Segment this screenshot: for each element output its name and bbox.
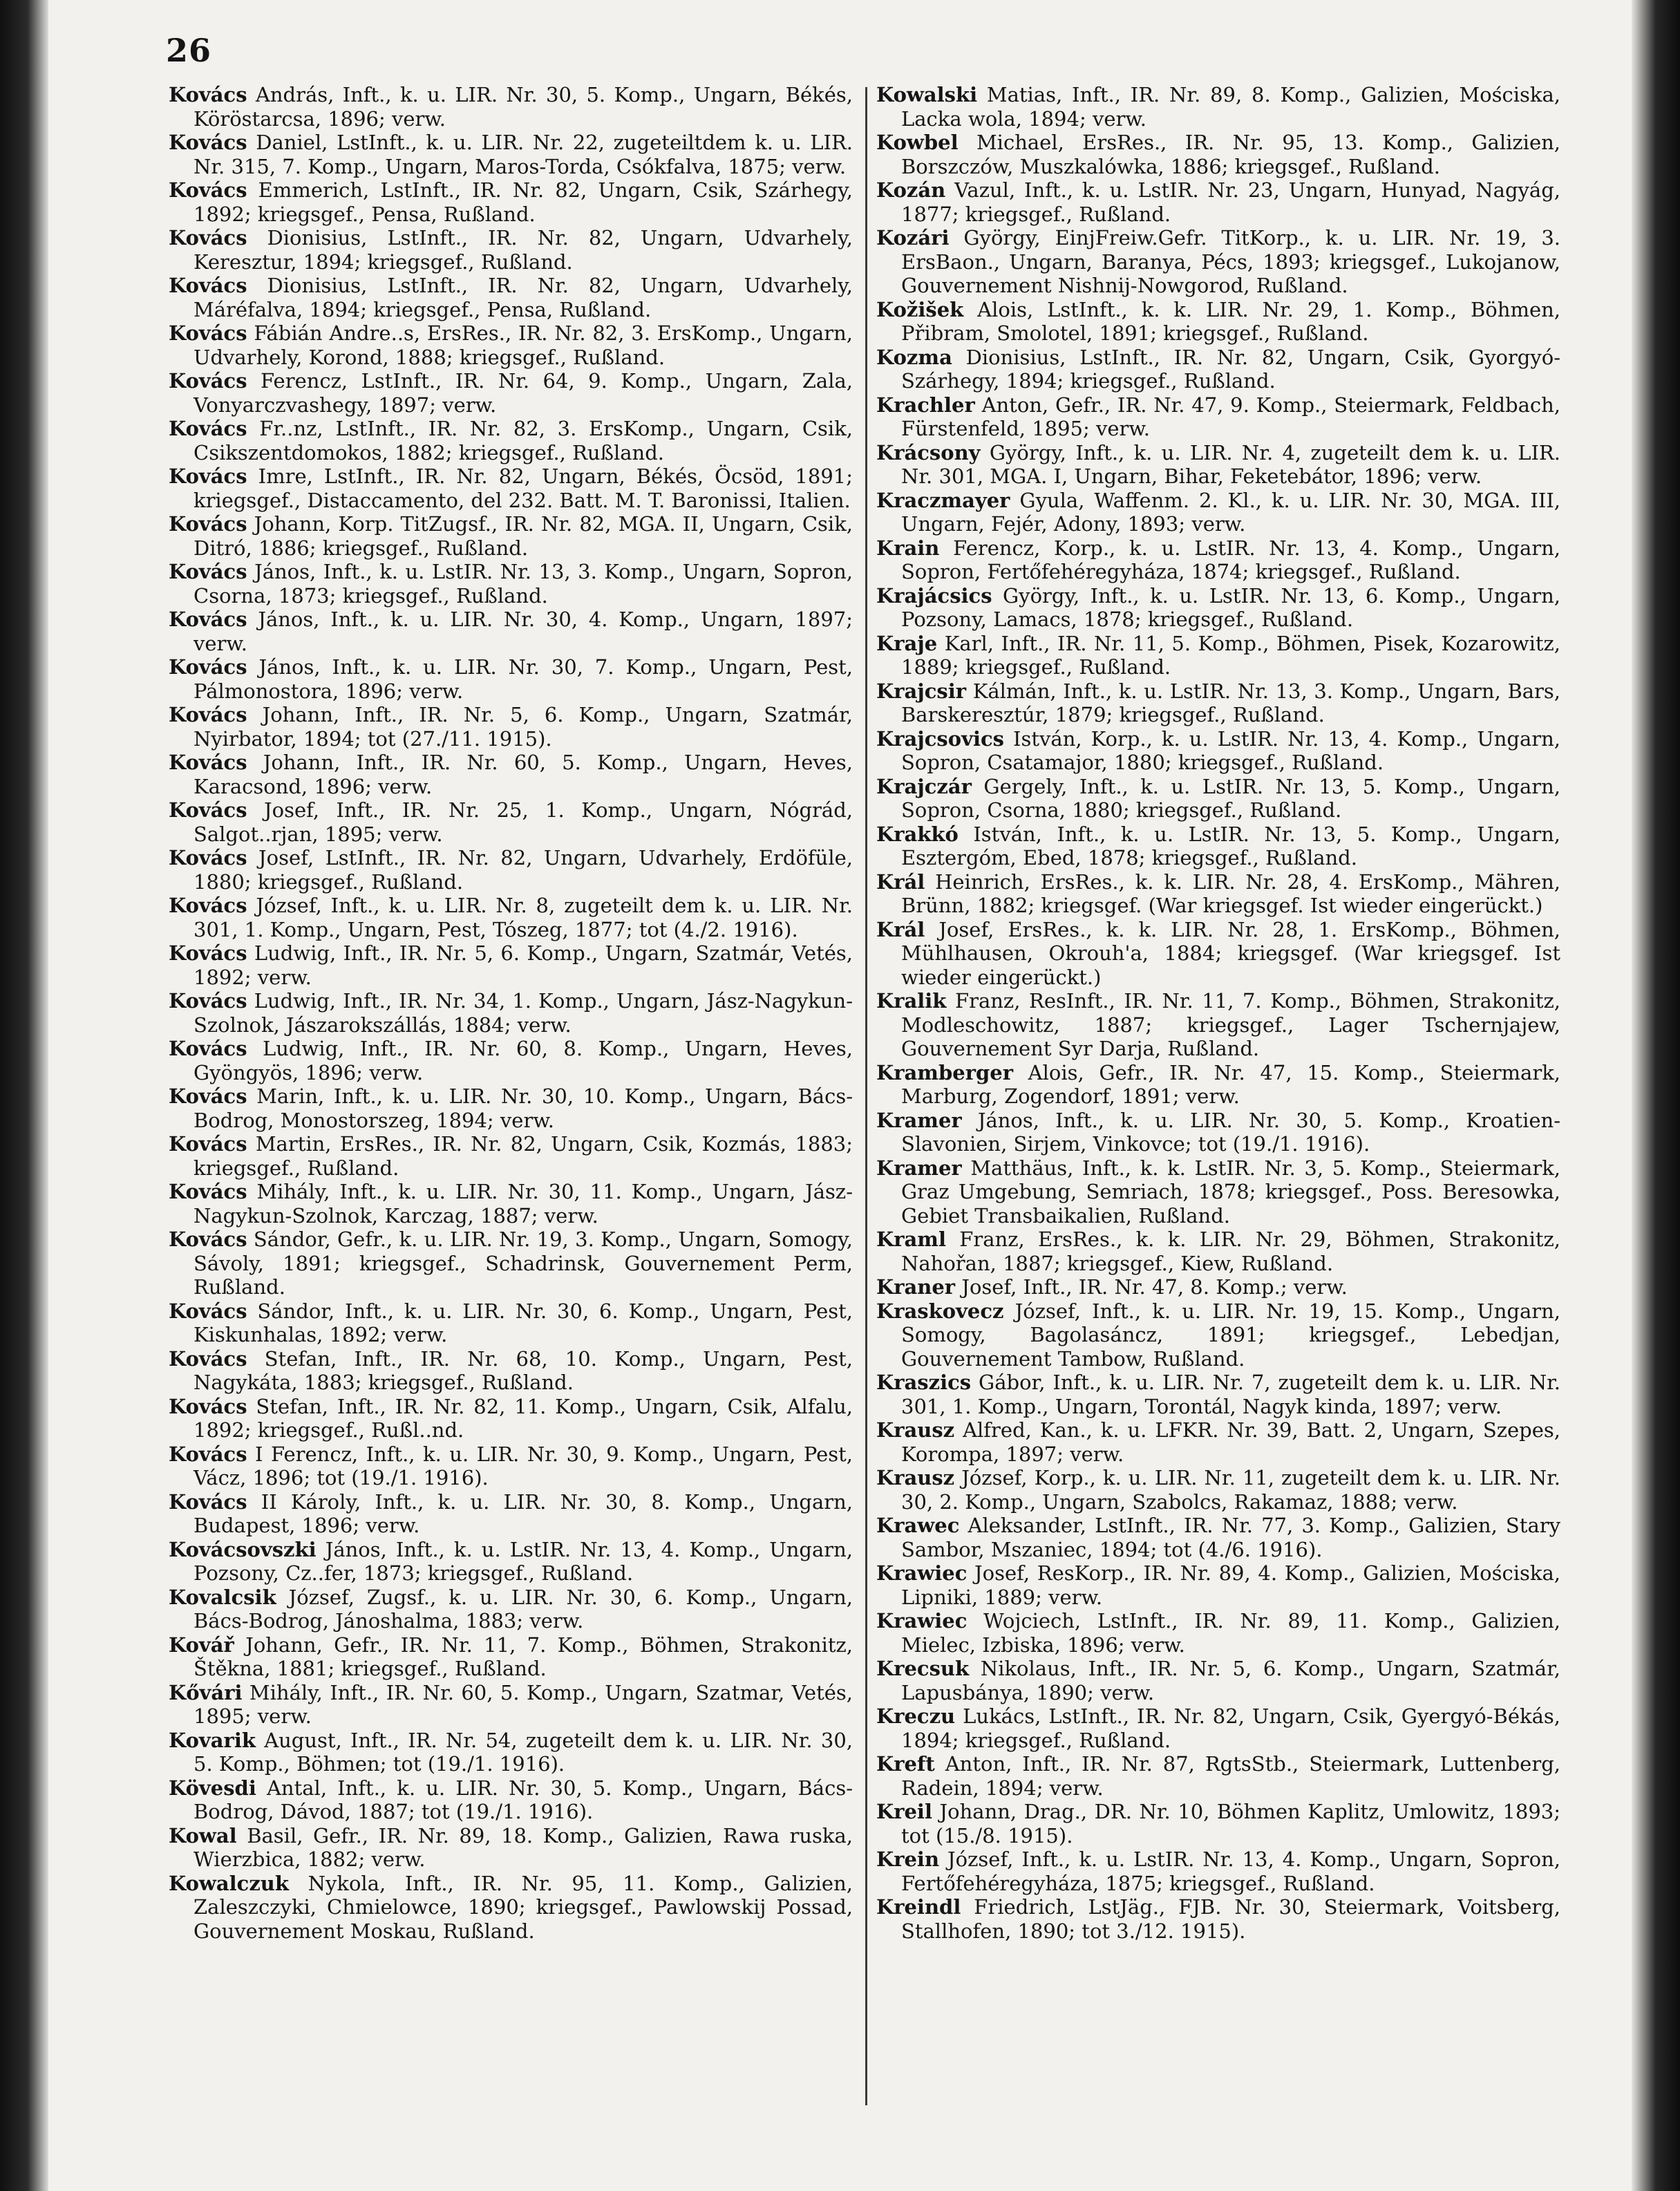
casualty-entry: [876, 679, 1560, 727]
entry-surname: Kreindl: [876, 1895, 961, 1919]
entry-details: I Ferencz, Inft., k. u. LIR. Nr. 30, 9. Komp., Ungarn, Pest, Vácz, 1896; tot (19./1. 1916).: [194, 1442, 853, 1489]
entry-surname: Kramberger: [876, 1060, 1013, 1084]
entry-details: Johann, Inft., IR. Nr. 5, 6. Komp., Ungarn, Szatmár, Nyirbator, 1894; tot (27./11. 1915).: [194, 703, 853, 751]
entry-details: Stefan, Inft., IR. Nr. 82, 11. Komp., Ungarn, Csik, Alfalu, 1892; kriegsgef., Rußl..nd.: [194, 1394, 853, 1442]
entry-details: Franz, ErsRes., k. k. LIR. Nr. 29, Böhmen, Strakonitz, Nahořan, 1887; kriegsgef., Kiew, Rußland.: [901, 1228, 1560, 1275]
entry-details: Michael, ErsRes., IR. Nr. 95, 13. Komp., Galizien, Borszczów, Muszkalówka, 1886; kriegsgef., Rußland.: [901, 131, 1560, 178]
entry-surname: Kralik: [876, 989, 947, 1013]
entry-details: Josef, ErsRes., k. k. LIR. Nr. 28, 1. ErsKomp., Böhmen, Mühlhausen, Okrouh'a, 1884; kriegsgef. (War kriegsgef. Ist wieder eingerückt.): [901, 917, 1560, 989]
entry-surname: Kovács: [169, 560, 247, 583]
entry-details: Gergely, Inft., k. u. LstIR. Nr. 13, 5. Komp., Ungarn, Sopron, Csorna, 1880; kriegsgef., Rußland.: [901, 774, 1560, 822]
entry-details: Dionisius, LstInft., IR. Nr. 82, Ungarn, Udvarhely, Máréfalva, 1894; kriegsgef., Pensa, Rußland.: [194, 274, 853, 321]
casualty-entry: [169, 369, 853, 417]
casualty-entry: [169, 1347, 853, 1395]
entry-surname: Kovács: [169, 369, 247, 393]
casualty-entry: [169, 1299, 853, 1347]
entry-surname: Kövesdi: [169, 1776, 256, 1800]
entry-surname: Kovács: [169, 894, 247, 917]
entry-details: Dionisius, LstInft., IR. Nr. 82, Ungarn, Udvarhely, Keresztur, 1894; kriegsgef., Rußland.: [194, 226, 853, 274]
casualty-entry: [876, 822, 1560, 870]
casualty-entry: [169, 226, 853, 274]
casualty-entry: [169, 1037, 853, 1084]
entry-details: Ludwig, Inft., IR. Nr. 34, 1. Komp., Ungarn, Jász-Nagykun-Szolnok, Jászarokszállás, 1884; verw.: [194, 989, 853, 1037]
casualty-entry: [876, 298, 1560, 346]
casualty-entry: [169, 1586, 853, 1633]
casualty-entry: [876, 1299, 1560, 1371]
entry-surname: Kovács: [169, 703, 247, 726]
entry-details: Johann, Drag., DR. Nr. 10, Böhmen Kaplitz, Umlowitz, 1893; tot (15./8. 1915).: [901, 1800, 1560, 1847]
casualty-entry: [876, 584, 1560, 632]
right-column: [876, 83, 1560, 1943]
page-number: 26: [166, 32, 212, 69]
entry-surname: Krachler: [876, 393, 975, 417]
entry-surname: Kowbel: [876, 131, 959, 154]
entry-surname: Kovács: [169, 989, 247, 1013]
entry-details: Ludwig, Inft., IR. Nr. 60, 8. Komp., Ungarn, Heves, Gyöngyös, 1896; verw.: [194, 1037, 853, 1084]
casualty-entry: [876, 178, 1560, 226]
entry-details: János, Inft., k. u. LstIR. Nr. 13, 3. Komp., Ungarn, Sopron, Csorna, 1873; kriegsgef., Rußland.: [194, 560, 853, 608]
casualty-entry: [169, 655, 853, 703]
entry-surname: Krausz: [876, 1466, 955, 1489]
entry-details: Dionisius, LstInft., IR. Nr. 82, Ungarn, Csik, Gyorgyó-Szárhegy, 1894; kriegsgef., Rußland.: [901, 345, 1561, 393]
entry-surname: Kreil: [876, 1800, 932, 1823]
entry-surname: Kowal: [169, 1823, 237, 1847]
entry-surname: Kovács: [169, 1346, 247, 1371]
entry-surname: Kovács: [169, 83, 247, 106]
entry-surname: Krawec: [876, 1514, 960, 1537]
casualty-entry: [169, 417, 853, 464]
entry-details: Nikolaus, Inft., IR. Nr. 5, 6. Komp., Ungarn, Szatmár, Lapusbánya, 1890; verw.: [901, 1657, 1560, 1704]
casualty-entry: [876, 1752, 1560, 1800]
casualty-entry: [876, 1466, 1560, 1514]
casualty-entry: [169, 894, 853, 941]
entry-surname: Krajczár: [876, 774, 972, 798]
casualty-entry: [169, 703, 853, 751]
entry-details: Franz, ResInft., IR. Nr. 11, 7. Komp., Böhmen, Strakonitz, Modleschowitz, 1887; kriegsgef., Lager Tschernjajew, Gouvernement Syr Darja, Rußland.: [901, 989, 1561, 1060]
entry-details: Johann, Gefr., IR. Nr. 11, 7. Komp., Böhmen, Strakonitz, Štěkna, 1881; kriegsgef., Rußland.: [194, 1633, 853, 1680]
entry-surname: Kraszics: [876, 1371, 972, 1394]
entry-surname: Kovács: [169, 178, 247, 202]
entry-details: Aleksander, LstInft., IR. Nr. 77, 3. Komp., Galizien, Stary Sambor, Mszaniec, 1894; tot (4./6. 1916).: [901, 1514, 1560, 1561]
casualty-entry: [169, 274, 853, 321]
entry-surname: Kraner: [876, 1275, 956, 1299]
entry-details: II Károly, Inft., k. u. LIR. Nr. 30, 8. Komp., Ungarn, Budapest, 1896; verw.: [194, 1489, 853, 1537]
entry-surname: Kovács: [169, 1180, 247, 1203]
entry-details: Ferencz, LstInft., IR. Nr. 64, 9. Komp., Ungarn, Zala, Vonyarczvashegy, 1897; verw.: [194, 369, 853, 417]
casualty-entry: [169, 989, 853, 1037]
entry-details: Lukács, LstInft., IR. Nr. 82, Ungarn, Csik, Gyergyó-Békás, 1894; kriegsgef., Rußland.: [901, 1704, 1560, 1752]
casualty-entry: [876, 83, 1560, 131]
casualty-entry: [876, 489, 1560, 536]
entry-details: Nykola, Inft., IR. Nr. 95, 11. Komp., Galizien, Zaleszczyki, Chmielowce, 1890; kriegsgef., Pawlowskij Possad, Gouvernement Moskau, Rußland.: [194, 1871, 853, 1943]
entry-details: Ludwig, Inft., IR. Nr. 5, 6. Komp., Ungarn, Szatmár, Vetés, 1892; verw.: [194, 941, 853, 989]
entry-details: Johann, Inft., IR. Nr. 60, 5. Komp., Ungarn, Heves, Karacsond, 1896; verw.: [194, 751, 853, 798]
entry-details: Karl, Inft., IR. Nr. 11, 5. Komp., Böhmen, Pisek, Kozarowitz, 1889; kriegsgef., Rußland.: [901, 631, 1560, 679]
entry-surname: Krain: [876, 536, 940, 560]
entry-details: August, Inft., IR. Nr. 54, zugeteilt dem k. u. LIR. Nr. 30, 5. Komp., Böhmen; tot (19./1. 1916).: [194, 1728, 853, 1776]
casualty-entry: [169, 1084, 853, 1132]
entry-details: György, Inft., k. u. LstIR. Nr. 13, 6. Komp., Ungarn, Pozsony, Lamacs, 1878; kriegsgef., Rußland.: [901, 583, 1560, 631]
casualty-entry: [169, 1490, 853, 1538]
entry-surname: Kovács: [169, 464, 247, 488]
casualty-entry: [876, 918, 1560, 990]
entry-details: Kálmán, Inft., k. u. LstIR. Nr. 13, 3. Komp., Ungarn, Bars, Barskeresztúr, 1879; kriegsgef., Rußland.: [901, 679, 1561, 726]
entry-details: Martin, ErsRes., IR. Nr. 82, Ungarn, Csik, Kozmás, 1883; kriegsgef., Rußland.: [194, 1132, 853, 1180]
entry-surname: Kovács: [169, 274, 247, 297]
entry-details: István, Korp., k. u. LstIR. Nr. 13, 4. Komp., Ungarn, Sopron, Csatamajor, 1880; kriegsgef., Rußland.: [901, 726, 1561, 774]
casualty-entry: [169, 1729, 853, 1776]
entry-details: Antal, Inft., k. u. LIR. Nr. 30, 5. Komp., Ungarn, Bács-Bodrog, Dávod, 1887; tot (19./1. 1916).: [194, 1776, 853, 1823]
entry-surname: Kowalczuk: [169, 1871, 289, 1895]
entry-surname: Kovács: [169, 417, 247, 440]
casualty-entry: [876, 1561, 1560, 1609]
entry-details: Matias, Inft., IR. Nr. 89, 8. Komp., Galizien, Mościska, Lacka wola, 1894; verw.: [901, 83, 1560, 131]
casualty-entry: [169, 798, 853, 846]
entry-details: József, Korp., k. u. LIR. Nr. 11, zugeteilt dem k. u. LIR. Nr. 30, 2. Komp., Ungarn, Szabolcs, Rakamaz, 1888; verw.: [901, 1466, 1560, 1514]
entry-surname: Kraczmayer: [876, 488, 1010, 512]
entry-surname: Kovács: [169, 321, 247, 345]
entry-details: János, Inft., k. u. LIR. Nr. 30, 5. Komp., Kroatien-Slavonien, Sirjem, Vinkovce; tot (19./1. 1916).: [901, 1108, 1561, 1156]
entry-surname: Kovács: [169, 1489, 247, 1514]
casualty-entry: [876, 870, 1560, 918]
entry-surname: Kovács: [169, 1228, 247, 1251]
entry-surname: Kozári: [876, 226, 950, 250]
entry-details: Basil, Gefr., IR. Nr. 89, 18. Komp., Galizien, Rawa ruska, Wierzbica, 1882; verw.: [194, 1823, 853, 1871]
casualty-entry: [876, 226, 1560, 298]
entry-details: János, Inft., k. u. LstIR. Nr. 13, 4. Komp., Ungarn, Pozsony, Cz..fer, 1873; kriegsgef., Rußland.: [194, 1537, 853, 1585]
entry-details: György, Inft., k. u. LIR. Nr. 4, zugeteilt dem k. u. LIR. Nr. 301, MGA. I, Ungarn, Bihar, Feketebátor, 1896; verw.: [901, 440, 1560, 488]
entry-details: Anton, Inft., IR. Nr. 87, RgtsStb., Steiermark, Luttenberg, Radein, 1894; verw.: [901, 1752, 1560, 1800]
entry-details: János, Inft., k. u. LIR. Nr. 30, 7. Komp., Ungarn, Pest, Pálmonostora, 1896; verw.: [194, 655, 853, 703]
entry-surname: Krácsony: [876, 440, 981, 464]
casualty-entry: [169, 1681, 853, 1729]
casualty-entry: [169, 178, 853, 226]
entry-surname: Kovács: [169, 226, 247, 250]
entry-surname: Krein: [876, 1847, 940, 1871]
entry-details: Johann, Korp. TitZugsf., IR. Nr. 82, MGA. II, Ungarn, Csik, Ditró, 1886; kriegsgef., Rußland.: [194, 512, 853, 560]
casualty-entry: [876, 989, 1560, 1061]
entry-surname: Kovács: [169, 1299, 247, 1323]
casualty-entry: [169, 608, 853, 655]
entry-details: Sándor, Inft., k. u. LIR. Nr. 30, 6. Komp., Ungarn, Pest, Kiskunhalas, 1892; verw.: [194, 1299, 853, 1346]
casualty-entry: [876, 1061, 1560, 1109]
entry-details: Josef, ResKorp., IR. Nr. 89, 4. Komp., Galizien, Mościska, Lipniki, 1889; verw.: [901, 1561, 1561, 1609]
casualty-entry: [169, 1538, 853, 1586]
entry-details: Imre, LstInft., IR. Nr. 82, Ungarn, Békés, Öcsöd, 1891; kriegsgef., Distaccamento, del 232. Batt. M. T. Baronissi, Italien.: [194, 464, 853, 512]
casualty-entry: [876, 1657, 1560, 1704]
entry-surname: Kovács: [169, 1442, 247, 1466]
entry-details: Stefan, Inft., IR. Nr. 68, 10. Komp., Ungarn, Pest, Nagykáta, 1883; kriegsgef., Rußland.: [194, 1346, 853, 1394]
entry-details: Daniel, LstInft., k. u. LIR. Nr. 22, zugeteiltdem k. u. LIR. Nr. 315, 7. Komp., Ungarn, Maros-Torda, Csókfalva, 1875; verw.: [194, 131, 853, 178]
entry-surname: Kovácsovszki: [169, 1537, 317, 1561]
casualty-entry: [876, 1418, 1560, 1466]
column-divider: [865, 87, 867, 2105]
entry-details: György, EinjFreiw.Gefr. TitKorp., k. u. LIR. Nr. 19, 3. ErsBaon., Ungarn, Baranya, Pécs, 1893; kriegsgef., Lukojanow, Gouvernement Nishnij-Nowgorod, Rußland.: [901, 226, 1561, 297]
entry-surname: Kowalski: [876, 83, 978, 106]
entry-details: Ferencz, Korp., k. u. LstIR. Nr. 13, 4. Komp., Ungarn, Sopron, Fertőfehéregyháza, 1874; kriegsgef., Rußland.: [901, 536, 1560, 583]
entry-surname: Kovács: [169, 941, 247, 965]
entry-surname: Kovács: [169, 608, 247, 631]
casualty-entry: [169, 1442, 853, 1490]
casualty-entry: [169, 1180, 853, 1228]
casualty-entry: [169, 321, 853, 369]
casualty-entry: [876, 1609, 1560, 1657]
entry-surname: Krajácsics: [876, 583, 992, 608]
casualty-entry: [169, 83, 853, 131]
entry-surname: Kovács: [169, 1084, 247, 1108]
entry-surname: Kožišek: [876, 297, 964, 321]
casualty-entry: [169, 512, 853, 560]
entry-surname: Král: [876, 917, 925, 941]
entry-details: Josef, Inft., IR. Nr. 47, 8. Komp.; verw.: [961, 1275, 1348, 1299]
entry-surname: Kovács: [169, 512, 247, 536]
entry-details: Anton, Gefr., IR. Nr. 47, 9. Komp., Steiermark, Feldbach, Fürstenfeld, 1895; verw.: [901, 393, 1561, 440]
entry-details: András, Inft., k. u. LIR. Nr. 30, 5. Komp., Ungarn, Békés, Köröstarcsa, 1896; verw.: [194, 83, 853, 131]
entry-details: Gábor, Inft., k. u. LIR. Nr. 7, zugeteilt dem k. u. LIR. Nr. 301, 1. Komp., Ungarn, Torontál, Nagyk kinda, 1897; verw.: [901, 1371, 1560, 1418]
entry-details: Alois, LstInft., k. k. LIR. Nr. 29, 1. Komp., Böhmen, Přibram, Smolotel, 1891; kriegsgef., Rußland.: [901, 297, 1561, 345]
entry-surname: Kovalcsik: [169, 1585, 276, 1609]
casualty-entry: [169, 1633, 853, 1681]
entry-surname: Kovács: [169, 846, 247, 869]
entry-details: József, Zugsf., k. u. LIR. Nr. 30, 6. Komp., Ungarn, Bács-Bodrog, Jánoshalma, 1883; verw.: [194, 1585, 853, 1633]
casualty-entry: [876, 1156, 1560, 1228]
casualty-entry: [169, 1824, 853, 1872]
entry-surname: Kovács: [169, 1394, 247, 1418]
entry-details: Emmerich, LstInft., IR. Nr. 82, Ungarn, Csik, Szárhegy, 1892; kriegsgef., Pensa, Rußland.: [194, 178, 853, 226]
entry-surname: Kreczu: [876, 1704, 956, 1728]
entry-details: Friedrich, LstJäg., FJB. Nr. 30, Steiermark, Voitsberg, Stallhofen, 1890; tot 3./12. 1915).: [901, 1895, 1560, 1943]
entry-surname: Kraskovecz: [876, 1299, 1004, 1323]
entry-details: József, Inft., k. u. LIR. Nr. 19, 15. Komp., Ungarn, Somogy, Bagolasáncz, 1891; kriegsgef., Lebedjan, Gouvernement Tambow, Rußland.: [901, 1299, 1560, 1371]
entry-details: Mihály, Inft., k. u. LIR. Nr. 30, 11. Komp., Ungarn, Jász-Nagykun-Szolnok, Karczag, 1887; verw.: [194, 1180, 853, 1228]
scan-edge-left: [0, 0, 48, 2191]
entry-surname: Kovář: [169, 1633, 234, 1657]
entry-surname: Krecsuk: [876, 1657, 970, 1680]
entry-details: Matthäus, Inft., k. k. LstIR. Nr. 3, 5. Komp., Steiermark, Graz Umgebung, Semriach, 1878; kriegsgef., Poss. Beresowka, Gebiet Transbaikalien, Rußland.: [901, 1156, 1560, 1228]
entry-surname: Krajcsir: [876, 679, 967, 703]
casualty-entry: [876, 536, 1560, 584]
casualty-entry: [876, 1895, 1560, 1943]
casualty-entry: [169, 1132, 853, 1180]
entry-surname: Kraml: [876, 1228, 946, 1251]
casualty-entry: [876, 346, 1560, 393]
casualty-entry: [876, 1800, 1560, 1847]
entry-details: József, Inft., k. u. LIR. Nr. 8, zugeteilt dem k. u. LIR. Nr. 301, 1. Komp., Ungarn, Pest, Tószeg, 1877; tot (4./2. 1916).: [194, 894, 853, 941]
entry-details: Gyula, Waffenm. 2. Kl., k. u. LIR. Nr. 30, MGA. III, Ungarn, Fejér, Adony, 1893; verw.: [901, 488, 1561, 536]
left-column: [169, 83, 853, 1943]
entry-details: Fr..nz, LstInft., IR. Nr. 82, 3. ErsKomp., Ungarn, Csik, Csikszentdomokos, 1882; kriegsgef., Rußland.: [194, 417, 853, 464]
casualty-entry: [169, 941, 853, 989]
entry-surname: Kramer: [876, 1108, 962, 1132]
scan-edge-right: [1632, 0, 1680, 2191]
casualty-entry: [876, 1275, 1560, 1299]
casualty-entry: [169, 1872, 853, 1944]
entry-details: Mihály, Inft., IR. Nr. 60, 5. Komp., Ungarn, Szatmar, Vetés, 1895; verw.: [194, 1680, 853, 1728]
entry-details: Alois, Gefr., IR. Nr. 47, 15. Komp., Steiermark, Marburg, Zogendorf, 1891; verw.: [901, 1060, 1560, 1108]
casualty-entry: [876, 1847, 1560, 1895]
casualty-entry: [169, 846, 853, 894]
casualty-entry: [169, 1228, 853, 1299]
entry-details: Fábián Andre..s, ErsRes., IR. Nr. 82, 3. ErsKomp., Ungarn, Udvarhely, Korond, 1888; kriegsgef., Rußland.: [194, 321, 853, 369]
entry-details: István, Inft., k. u. LstIR. Nr. 13, 5. Komp., Ungarn, Esztergóm, Ebed, 1878; kriegsgef., Rußland.: [901, 822, 1561, 869]
entry-surname: Kovács: [169, 751, 247, 774]
casualty-entry: [876, 1514, 1560, 1561]
casualty-entry: [169, 464, 853, 512]
entry-details: József, Inft., k. u. LstIR. Nr. 13, 4. Komp., Ungarn, Sopron, Fertőfehéregyháza, 1875; kriegsgef., Rußland.: [901, 1847, 1560, 1895]
entry-details: Josef, LstInft., IR. Nr. 82, Ungarn, Udvarhely, Erdöfüle, 1880; kriegsgef., Rußland.: [194, 846, 853, 894]
entry-surname: Kreft: [876, 1752, 935, 1776]
entry-surname: Kozán: [876, 178, 946, 202]
casualty-entry: [169, 560, 853, 608]
entry-surname: Kraje: [876, 631, 938, 655]
entry-surname: Krajcsovics: [876, 726, 1004, 751]
entry-details: Sándor, Gefr., k. u. LIR. Nr. 19, 3. Komp., Ungarn, Somogy, Sávoly, 1891; kriegsgef., Schadrinsk, Gouvernement Perm, Rußland.: [194, 1228, 853, 1299]
entry-details: Josef, Inft., IR. Nr. 25, 1. Komp., Ungarn, Nógrád, Salgot..rjan, 1895; verw.: [194, 798, 853, 846]
entry-surname: Kővári: [169, 1680, 243, 1704]
casualty-entry: [876, 727, 1560, 775]
casualty-entry: [876, 1228, 1560, 1275]
casualty-entry: [169, 1395, 853, 1442]
casualty-entry: [876, 131, 1560, 178]
entry-details: Wojciech, LstInft., IR. Nr. 89, 11. Komp., Galizien, Mielec, Izbiska, 1896; verw.: [901, 1609, 1561, 1657]
entry-details: János, Inft., k. u. LIR. Nr. 30, 4. Komp., Ungarn, 1897; verw.: [194, 608, 853, 655]
entry-surname: Kramer: [876, 1156, 962, 1180]
entry-surname: Krausz: [876, 1418, 955, 1442]
casualty-entry: [169, 1776, 853, 1824]
casualty-entry: [876, 1704, 1560, 1752]
entry-surname: Kovács: [169, 131, 247, 154]
entry-surname: Kovács: [169, 1037, 247, 1060]
casualty-entry: [876, 393, 1560, 441]
entry-surname: Krakkó: [876, 822, 959, 846]
casualty-entry: [876, 1109, 1560, 1156]
entry-surname: Kovács: [169, 655, 247, 679]
entry-surname: Kozma: [876, 345, 952, 369]
entry-surname: Kovács: [169, 798, 247, 822]
entry-details: Vazul, Inft., k. u. LstIR. Nr. 23, Ungarn, Hunyad, Nagyág, 1877; kriegsgef., Rußland.: [901, 178, 1560, 226]
casualty-entry: [876, 1371, 1560, 1418]
entry-surname: Krawiec: [876, 1561, 968, 1585]
entry-surname: Kovarik: [169, 1728, 256, 1752]
casualty-entry: [169, 131, 853, 178]
entry-details: Alfred, Kan., k. u. LFKR. Nr. 39, Batt. 2, Ungarn, Szepes, Korompa, 1897; verw.: [901, 1418, 1561, 1466]
entry-surname: Krawiec: [876, 1609, 968, 1633]
entry-surname: Král: [876, 869, 925, 894]
entry-details: Heinrich, ErsRes., k. k. LIR. Nr. 28, 4. ErsKomp., Mähren, Brünn, 1882; kriegsgef. (War kriegsgef. Ist wieder eingerückt.): [901, 869, 1561, 917]
entry-details: Marin, Inft., k. u. LIR. Nr. 30, 10. Komp., Ungarn, Bács-Bodrog, Monostorszeg, 1894; verw.: [194, 1084, 853, 1132]
casualty-entry: [169, 751, 853, 798]
casualty-entry: [876, 632, 1560, 679]
casualty-entry: [876, 441, 1560, 489]
entry-surname: Kovács: [169, 1132, 247, 1156]
casualty-entry: [876, 775, 1560, 822]
